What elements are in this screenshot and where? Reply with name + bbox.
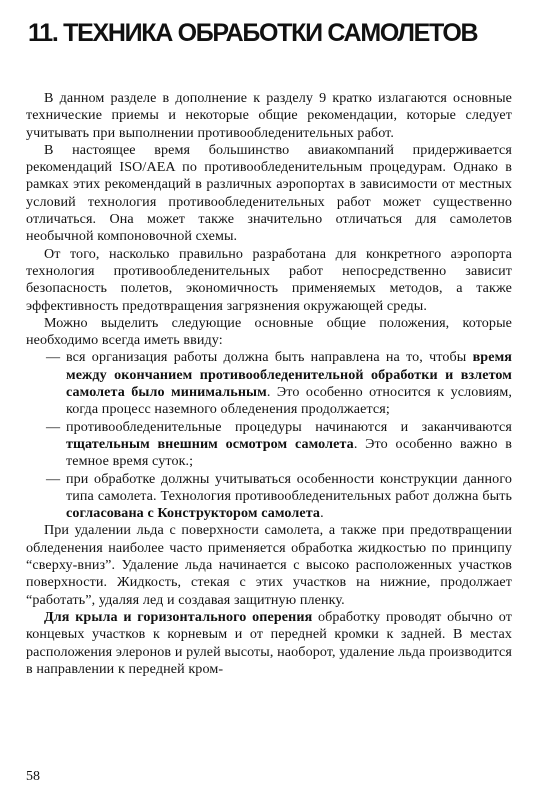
paragraph-intro: В данном разделе в дополнение к разделу 9 кратко излагаются основные технические приемы и некоторые общие рекомендации, которые следует учитывать при выполнении противообледенительных работ. — [26, 90, 512, 141]
list-item — [26, 471, 512, 523]
paragraph-general-provisions: Можно выделить следующие основные общие положения, которые необходимо всегда иметь ввиду: — [26, 314, 512, 349]
list-item-emphasis: согласована с Конструктором самолета — [66, 505, 321, 522]
page-number: 58 — [26, 769, 40, 784]
list-item-emphasis: тщательным внешним осмотром самолета — [66, 435, 354, 452]
list-item-text: противообледенительные процедуры начинаются и заканчиваются — [66, 418, 512, 435]
list-dash: — — [46, 349, 61, 366]
paragraph-wing-treatment — [26, 609, 512, 678]
list-dash: — — [46, 470, 61, 487]
paragraph-text: обработку проводят обычно от концевых участков к корневым и от передней кромки к задней. В местах расположения элеронов и рулей высоты, наоборот, удаление льда производится в направлении к передней кром- — [26, 608, 512, 677]
paragraph-top-down: При удалении льда с поверхности самолета, а также при предотвращении обледенения наиболее часто применяется обработка жидкостью по принципу “сверху-вниз”. Удаление льда начинается с высоко расположенных участков поверхности. Жидкость, стекая с этих участков на нижние, продолжает “работать”, удаляя лед и создавая защитную пленку. — [26, 522, 512, 608]
list-item — [26, 419, 512, 471]
list-item-text: при обработке должны учитываться особенности конструкции данного типа самолета. Технология противообледенительных работ должна быть — [66, 470, 512, 504]
paragraph-lead-in: Для крыла и горизонтального оперения — [44, 608, 313, 625]
list-dash: — — [46, 418, 61, 435]
list-item — [26, 349, 512, 418]
list-item-text: . Это особенно важно в темное время суток.; — [66, 435, 512, 470]
list-item-text: . — [320, 505, 324, 522]
list-item-text: . Это особенно относится к условиям, когда процесс наземного обледенения продолжается; — [66, 384, 512, 418]
body-text — [26, 90, 512, 678]
paragraph-iso-aea: В настоящее время большинство авиакомпаний придерживается рекомендаций ISO/AEA по противообледенительным процедурам. Однако в рамках этих рекомендаций в различных аэропортах в зависимости от местных условий технология противообледенительных работ может существенно отличаться. Она может также значительно отличаться для самолетов необычной компоновочной схемы. — [26, 141, 512, 245]
list-item-emphasis: время между окончанием противообледенительной обработки и взлетом самолета было минимальным — [66, 349, 512, 401]
list-item-text: вся организация работы должна быть направлена на то, чтобы — [66, 349, 473, 366]
paragraph-technology: От того, насколько правильно разработана для конкретного аэропорта технология противообледенительных работ непосредственно зависит безопасность полетов, экономичность применяемых методов, а также эффективность предотвращения загрязнения окружающей среды. — [26, 245, 512, 314]
provisions-list — [26, 349, 512, 522]
chapter-heading: 11. ТЕХНИКА ОБРАБОТКИ САМОЛЕТОВ — [28, 19, 478, 47]
